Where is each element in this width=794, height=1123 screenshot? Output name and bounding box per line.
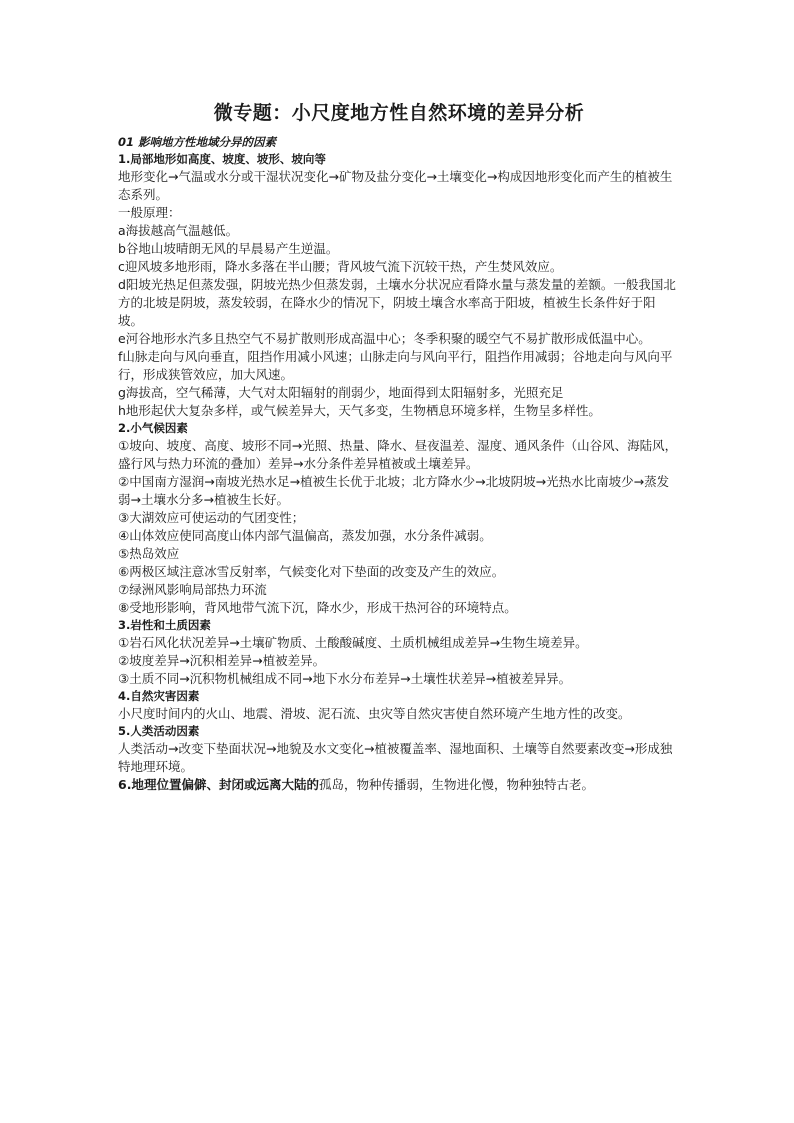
part4-heading: 4.自然灾害因素 [118,689,200,703]
part6-paragraph [118,776,680,794]
part1-item-a: a海拔越高气温越低。 [118,223,239,238]
part2-item-2: ②中国南方湿润→南坡光热水足→植被生长优于北坡；北方降水少→北坡阴坡→光热水比南坡少→蒸发弱→土壤水分多→植被生长好。 [118,474,670,507]
principle-label: 一般原理： [118,205,181,220]
part2-item-3: ③大湖效应可使运动的气团变性； [118,510,305,525]
part2-item-7: ⑦绿洲风影响局部热力环流 [118,582,267,597]
document-page [118,100,680,794]
part2-item-6: ⑥两极区域注意冰雪反射率，气候变化对下垫面的改变及产生的效应。 [118,564,505,579]
section-heading [118,134,680,151]
part5-text: 人类活动→改变下垫面状况→地貌及水文变化→植被覆盖率、湿地面积、土壤等自然要素改变→形成独特地理环境。 [118,741,673,774]
part3-heading: 3.岩性和土质因素 [118,618,211,632]
part1-item-d: d阳坡光热足但蒸发强，阴坡光热少但蒸发弱，土壤水分状况应看降水量与蒸发量的差额。一般我国北方的北坡是阴坡，蒸发较弱，在降水少的情况下，阴坡土壤含水率高于阳坡，植被生长条件好于阳坡。 [118,277,676,328]
section-number: 01 [118,135,135,149]
part1-item-g: g海拔高，空气稀薄，大气对太阳辐射的削弱少，地面得到太阳辐射多，光照充足 [118,385,564,400]
part1-heading: 1.局部地形如高度、坡度、坡形、坡向等 [118,152,326,166]
part6-text: 孤岛，物种传播弱，生物进化慢，物种独特古老。 [318,777,594,792]
part1-intro: 地形变化→气温或水分或干湿状况变化→矿物及盐分变化→土壤变化→构成因地形变化而产生的植被生态系列。 [118,169,673,202]
page-title: 微专题：小尺度地方性自然环境的差异分析 [213,102,585,124]
part3-item-2: ②坡度差异→沉积相差异→植被差异。 [118,653,326,668]
part3-item-1: ①岩石风化状况差异→土壤矿物质、土酸酸碱度、土质机械组成差异→生物生境差异。 [118,635,588,650]
part4-text: 小尺度时间内的火山、地震、滑坡、泥石流、虫灾等自然灾害使自然环境产生地方性的改变。 [118,706,631,721]
part6-heading: 6.地理位置偏僻、封闭或远离大陆的 [118,777,319,792]
part2-item-5: ⑤热岛效应 [118,546,180,561]
part5-heading: 5.人类活动因素 [118,724,200,738]
part2-item-4: ④山体效应使同高度山体内部气温偏高，蒸发加强，水分条件减弱。 [118,528,492,543]
part1-item-c: c迎风坡多地形雨，降水多落在半山腰；背风坡气流下沉较干热，产生焚风效应。 [118,259,563,274]
part1-item-e: e河谷地形水汽多且热空气不易扩散则形成高温中心；冬季积聚的暖空气不易扩散形成低温中心。 [118,331,651,346]
part2-heading: 2.小气候因素 [118,421,188,435]
part2-item-8: ⑧受地形影响，背风地带气流下沉，降水少，形成干热河谷的环境特点。 [118,600,517,615]
part2-item-1: ①坡向、坡度、高度、坡形不同→光照、热量、降水、昼夜温差、湿度、通风条件（山谷风、海陆风，盛行风与热力环流的叠加）差异→水分条件差异植被或土壤差异。 [118,438,678,471]
part1-item-h: h地形起伏大复杂多样，或气候差异大，天气多变，生物栖息环境多样，生物呈多样性。 [118,403,601,418]
section-title: 影响地方性地域分异的因素 [138,135,277,149]
part1-item-f: f山脉走向与风向垂直，阻挡作用减小风速；山脉走向与风向平行，阻挡作用减弱；谷地走向与风向平行，形成狭管效应，加大风速。 [118,349,673,382]
part3-item-3: ③土质不同→沉积物机械组成不同→地下水分布差异→土壤性状差异→植被差异异。 [118,671,572,686]
part1-item-b: b谷地山坡晴朗无风的早晨易产生逆温。 [118,241,339,256]
